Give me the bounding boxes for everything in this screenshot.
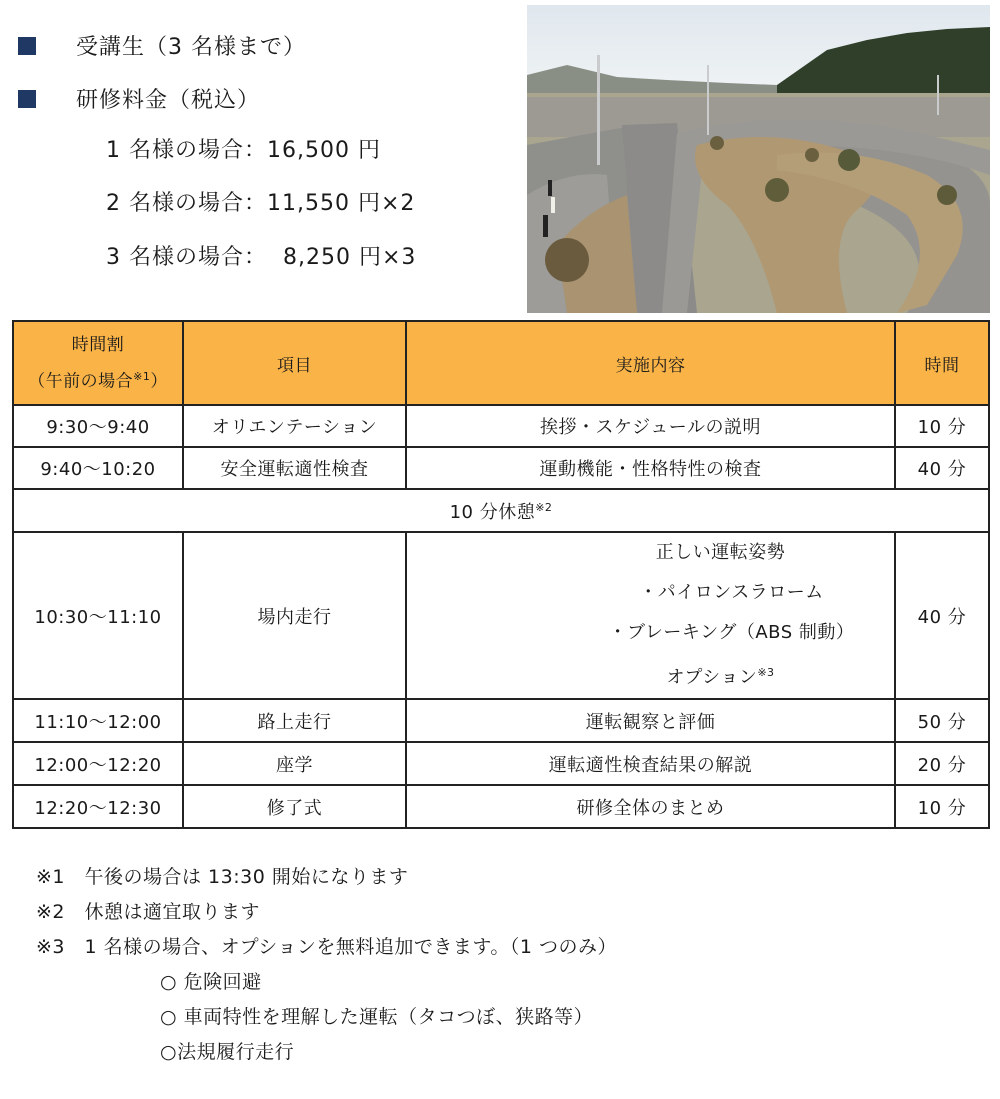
header-time-label: 時間割 xyxy=(71,334,125,355)
row-time: 11:10〜12:00 xyxy=(13,699,183,742)
content-line: 正しい運転姿勢 xyxy=(655,542,786,563)
table-row xyxy=(13,699,989,742)
fee-heading: 研修料金（税込） xyxy=(76,88,261,113)
footnote-mark: ※3 xyxy=(757,666,775,679)
driving-course-photo xyxy=(527,5,990,313)
fee-line-2: 2 名様の場合：11,550 円×2 xyxy=(106,191,416,216)
table-header-row xyxy=(13,321,989,405)
row-time: 9:40〜10:20 xyxy=(13,447,183,489)
trainees-text: 受講生（3 名様まで） xyxy=(76,35,306,60)
fee-line-3: 3 名様の場合： 8,250 円×3 xyxy=(106,245,417,270)
row-item: 路上走行 xyxy=(183,699,406,742)
row-content: 研修全体のまとめ xyxy=(406,785,895,828)
table-row xyxy=(13,742,989,785)
row-item: オリエンテーション xyxy=(183,405,406,447)
row-item: 場内走行 xyxy=(183,532,406,699)
break-cell xyxy=(13,489,989,532)
row-duration: 40 分 xyxy=(895,532,989,699)
content-line: ・ブレーキング（ABS 制動） xyxy=(608,622,855,643)
row-content: 運転適性検査結果の解説 xyxy=(406,742,895,785)
content-line: ・パイロンスラローム xyxy=(639,582,824,603)
row-time: 10:30〜11:10 xyxy=(13,532,183,699)
table-row xyxy=(13,785,989,828)
row-content-list xyxy=(406,532,895,699)
row-item: 修了式 xyxy=(183,785,406,828)
footnote-2: ※2 休憩は適宜取ります xyxy=(36,901,261,923)
row-time: 9:30〜9:40 xyxy=(13,405,183,447)
table-row xyxy=(13,405,989,447)
break-text: 10 分休憩 xyxy=(449,501,536,523)
row-content: 挨拶・スケジュールの説明 xyxy=(406,405,895,447)
option-label: オプション xyxy=(666,667,758,688)
header-time xyxy=(13,321,183,405)
option-item: ○ 危険回避 xyxy=(160,971,262,993)
footnote-mark: ※2 xyxy=(535,500,553,514)
table-row xyxy=(13,532,989,699)
row-duration: 10 分 xyxy=(895,785,989,828)
break-row xyxy=(13,489,989,532)
schedule-table xyxy=(12,320,990,829)
row-duration: 50 分 xyxy=(895,699,989,742)
fee-bullet xyxy=(18,83,260,114)
footnote-1: ※1 午後の場合は 13:30 開始になります xyxy=(36,866,409,888)
row-item: 安全運転適性検査 xyxy=(183,447,406,489)
header-content: 実施内容 xyxy=(406,321,895,405)
row-time: 12:00〜12:20 xyxy=(13,742,183,785)
square-bullet-icon xyxy=(18,90,36,108)
row-content: 運転観察と評価 xyxy=(406,699,895,742)
fee-line-1: 1 名様の場合：16,500 円 xyxy=(106,138,381,163)
header-time-note: （午前の場合 xyxy=(28,371,134,392)
row-duration: 20 分 xyxy=(895,742,989,785)
row-duration: 40 分 xyxy=(895,447,989,489)
header-duration: 時間 xyxy=(895,321,989,405)
row-content: 運動機能・性格特性の検査 xyxy=(406,447,895,489)
trainees-bullet xyxy=(18,30,306,61)
header-time-close: ） xyxy=(150,371,168,392)
row-item: 座学 xyxy=(183,742,406,785)
table-row xyxy=(13,447,989,489)
option-item: ○ 車両特性を理解した運転（タコつぼ、狭路等） xyxy=(160,1006,594,1028)
footnote-3: ※3 1 名様の場合、オプションを無料追加できます。（1 つのみ） xyxy=(36,936,618,958)
square-bullet-icon xyxy=(18,37,36,55)
footnote-mark: ※1 xyxy=(133,369,151,383)
option-item: ○法規履行走行 xyxy=(160,1041,295,1063)
header-item: 項目 xyxy=(183,321,406,405)
row-time: 12:20〜12:30 xyxy=(13,785,183,828)
row-duration: 10 分 xyxy=(895,405,989,447)
